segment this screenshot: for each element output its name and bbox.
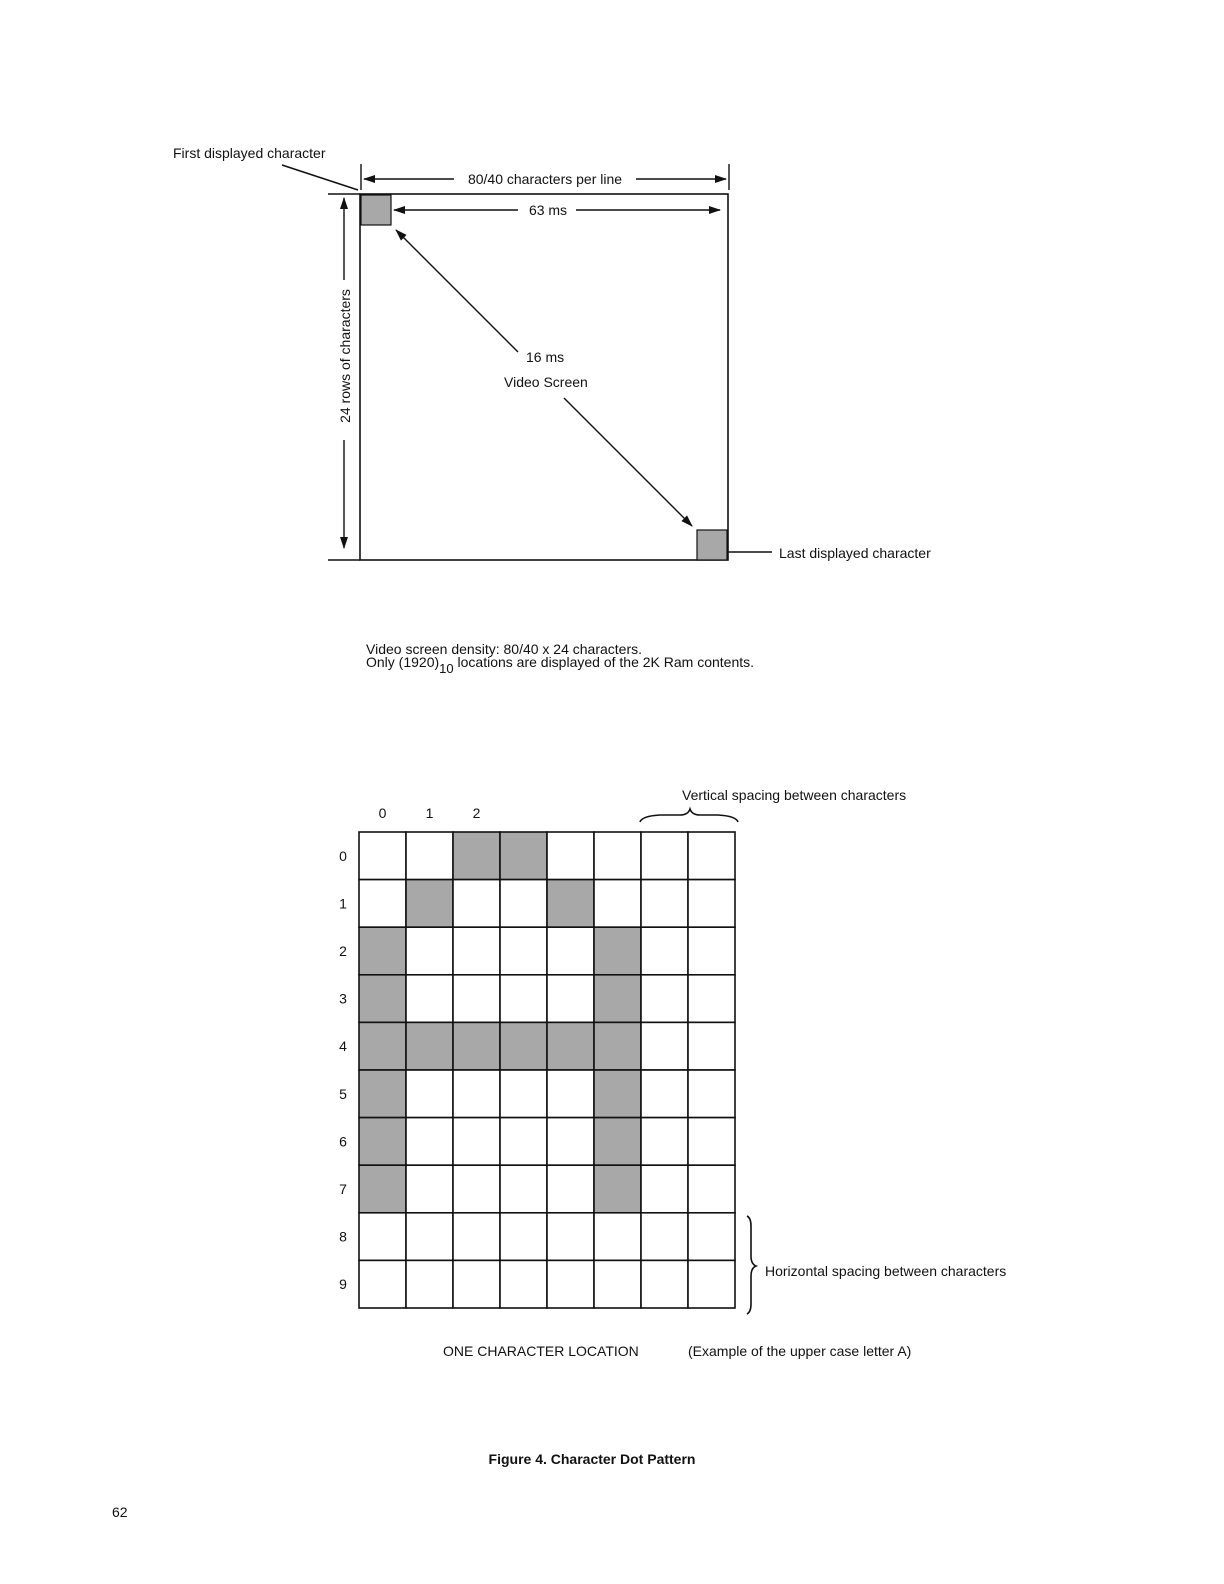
dot-cell-off — [641, 1213, 688, 1261]
dot-cell-off — [500, 1165, 547, 1213]
grid-caption-right: (Example of the upper case letter A) — [688, 1343, 912, 1359]
density-line-2-suffix: locations are displayed of the 2K Ram contents. — [453, 654, 755, 670]
dot-cell-on — [359, 1165, 406, 1213]
density-line-2-subscript: 10 — [439, 661, 454, 676]
page-number: 62 — [112, 1504, 128, 1520]
density-line-2 — [366, 654, 754, 676]
row-label: 4 — [339, 1038, 347, 1055]
dot-cell-off — [359, 1213, 406, 1261]
dot-cell-off — [453, 1260, 500, 1308]
last-character-cell — [697, 530, 727, 560]
dot-cell-on — [594, 1022, 641, 1070]
dot-cell-on — [547, 1022, 594, 1070]
column-label: 0 — [378, 805, 387, 821]
row-label: 8 — [339, 1228, 347, 1245]
dot-cell-off — [406, 1213, 453, 1261]
dot-cell-off — [359, 1260, 406, 1308]
dot-cell-off — [406, 1070, 453, 1118]
dot-cell-on — [594, 1165, 641, 1213]
dot-cell-off — [641, 880, 688, 928]
grid-caption-left: ONE CHARACTER LOCATION — [443, 1343, 639, 1359]
dot-cell-on — [359, 1022, 406, 1070]
vertical-spacing-label: Vertical spacing between characters — [682, 787, 907, 803]
dot-cell-off — [406, 927, 453, 975]
dot-cell-on — [594, 975, 641, 1023]
dot-cell-off — [594, 1260, 641, 1308]
dot-cell-off — [406, 1165, 453, 1213]
first-character-cell — [361, 195, 391, 225]
row-label: 0 — [339, 847, 347, 864]
horizontal-spacing-brace — [747, 1216, 756, 1314]
dot-cell-off — [547, 832, 594, 880]
dot-cell-off — [547, 1213, 594, 1261]
dot-cell-off — [500, 1213, 547, 1261]
chars-per-line-label: 80/40 characters per line — [467, 171, 623, 187]
dot-cell-on — [594, 1118, 641, 1166]
dot-cell-off — [453, 927, 500, 975]
dot-cell-off — [688, 975, 735, 1023]
dot-cell-off — [500, 975, 547, 1023]
dot-cell-off — [500, 1118, 547, 1166]
dot-cell-on — [500, 832, 547, 880]
horizontal-spacing-label: Horizontal spacing between characters — [765, 1263, 1007, 1279]
dot-cell-off — [453, 1070, 500, 1118]
density-note — [366, 641, 754, 676]
row-label: 7 — [339, 1181, 347, 1197]
dot-cell-off — [453, 1118, 500, 1166]
dot-cell-off — [406, 975, 453, 1023]
dot-cell-off — [359, 880, 406, 928]
row-label: 9 — [339, 1276, 347, 1293]
dot-cell-off — [359, 832, 406, 880]
density-line-1: Video screen density: 80/40 x 24 characters. — [366, 641, 643, 657]
dot-cell-on — [547, 880, 594, 928]
dot-cell-off — [641, 1165, 688, 1213]
dot-cell-off — [500, 927, 547, 975]
dot-cell-off — [547, 1118, 594, 1166]
dot-cell-on — [406, 1022, 453, 1070]
dot-cell-off — [641, 1118, 688, 1166]
dot-cell-off — [688, 1022, 735, 1070]
frame-time-arrow-up — [396, 230, 518, 352]
dot-cell-on — [359, 1118, 406, 1166]
dot-cell-off — [406, 1260, 453, 1308]
column-label: 1 — [425, 805, 434, 821]
dot-cell-off — [453, 1213, 500, 1261]
row-label: 2 — [339, 943, 347, 959]
dot-cell-off — [688, 1118, 735, 1166]
dot-cell-on — [453, 1022, 500, 1070]
dot-cell-on — [500, 1022, 547, 1070]
dot-cell-off — [688, 1165, 735, 1213]
dot-cell-off — [688, 1213, 735, 1261]
dot-cell-off — [547, 927, 594, 975]
dot-cell-off — [641, 975, 688, 1023]
video-screen-diagram — [173, 145, 931, 561]
row-label: 3 — [339, 990, 347, 1007]
video-screen-label: Video Screen — [504, 374, 588, 390]
line-time-label: 63 ms — [528, 202, 568, 218]
density-line-2-prefix: Only (1920) — [366, 654, 440, 670]
dot-cell-off — [594, 1213, 641, 1261]
row-label: 6 — [339, 1133, 347, 1150]
first-character-label: First displayed character — [173, 145, 326, 161]
dot-cell-off — [641, 832, 688, 880]
dot-cell-off — [594, 832, 641, 880]
dot-cell-on — [594, 1070, 641, 1118]
dot-cell-off — [641, 1070, 688, 1118]
dot-cell-off — [406, 1118, 453, 1166]
figure-title: Figure 4. Character Dot Pattern — [488, 1451, 696, 1467]
first-character-leader — [282, 165, 358, 190]
dot-cell-on — [453, 832, 500, 880]
dot-cell-off — [500, 1070, 547, 1118]
column-label: 2 — [472, 805, 481, 821]
dot-cell-on — [406, 880, 453, 928]
dot-cell-off — [688, 1260, 735, 1308]
dot-cell-off — [688, 880, 735, 928]
frame-time-arrow-down — [564, 398, 692, 526]
dot-cell-off — [500, 1260, 547, 1308]
dot-cell-off — [453, 975, 500, 1023]
rows-label: 24 rows of characters — [337, 289, 353, 423]
dot-cell-off — [641, 1022, 688, 1070]
dot-cell-on — [359, 1070, 406, 1118]
character-dot-grid — [339, 805, 735, 1308]
row-label: 5 — [339, 1085, 347, 1102]
dot-cell-off — [688, 927, 735, 975]
dot-cell-off — [688, 832, 735, 880]
dot-cell-off — [641, 1260, 688, 1308]
frame-time-label: 16 ms — [526, 349, 565, 365]
dot-cell-off — [547, 975, 594, 1023]
dot-cell-off — [594, 880, 641, 928]
dot-cell-off — [641, 927, 688, 975]
last-character-label: Last displayed character — [779, 545, 931, 561]
row-label: 1 — [339, 895, 347, 912]
dot-cell-off — [688, 1070, 735, 1118]
dot-cell-off — [547, 1070, 594, 1118]
dot-cell-off — [547, 1165, 594, 1213]
vertical-spacing-brace — [640, 809, 738, 822]
dot-cell-off — [453, 1165, 500, 1213]
dot-cell-off — [500, 880, 547, 928]
dot-cell-on — [359, 927, 406, 975]
dot-cell-on — [359, 975, 406, 1023]
dot-cell-on — [594, 927, 641, 975]
dot-cell-off — [547, 1260, 594, 1308]
dot-cell-off — [453, 880, 500, 928]
dot-cell-off — [406, 832, 453, 880]
